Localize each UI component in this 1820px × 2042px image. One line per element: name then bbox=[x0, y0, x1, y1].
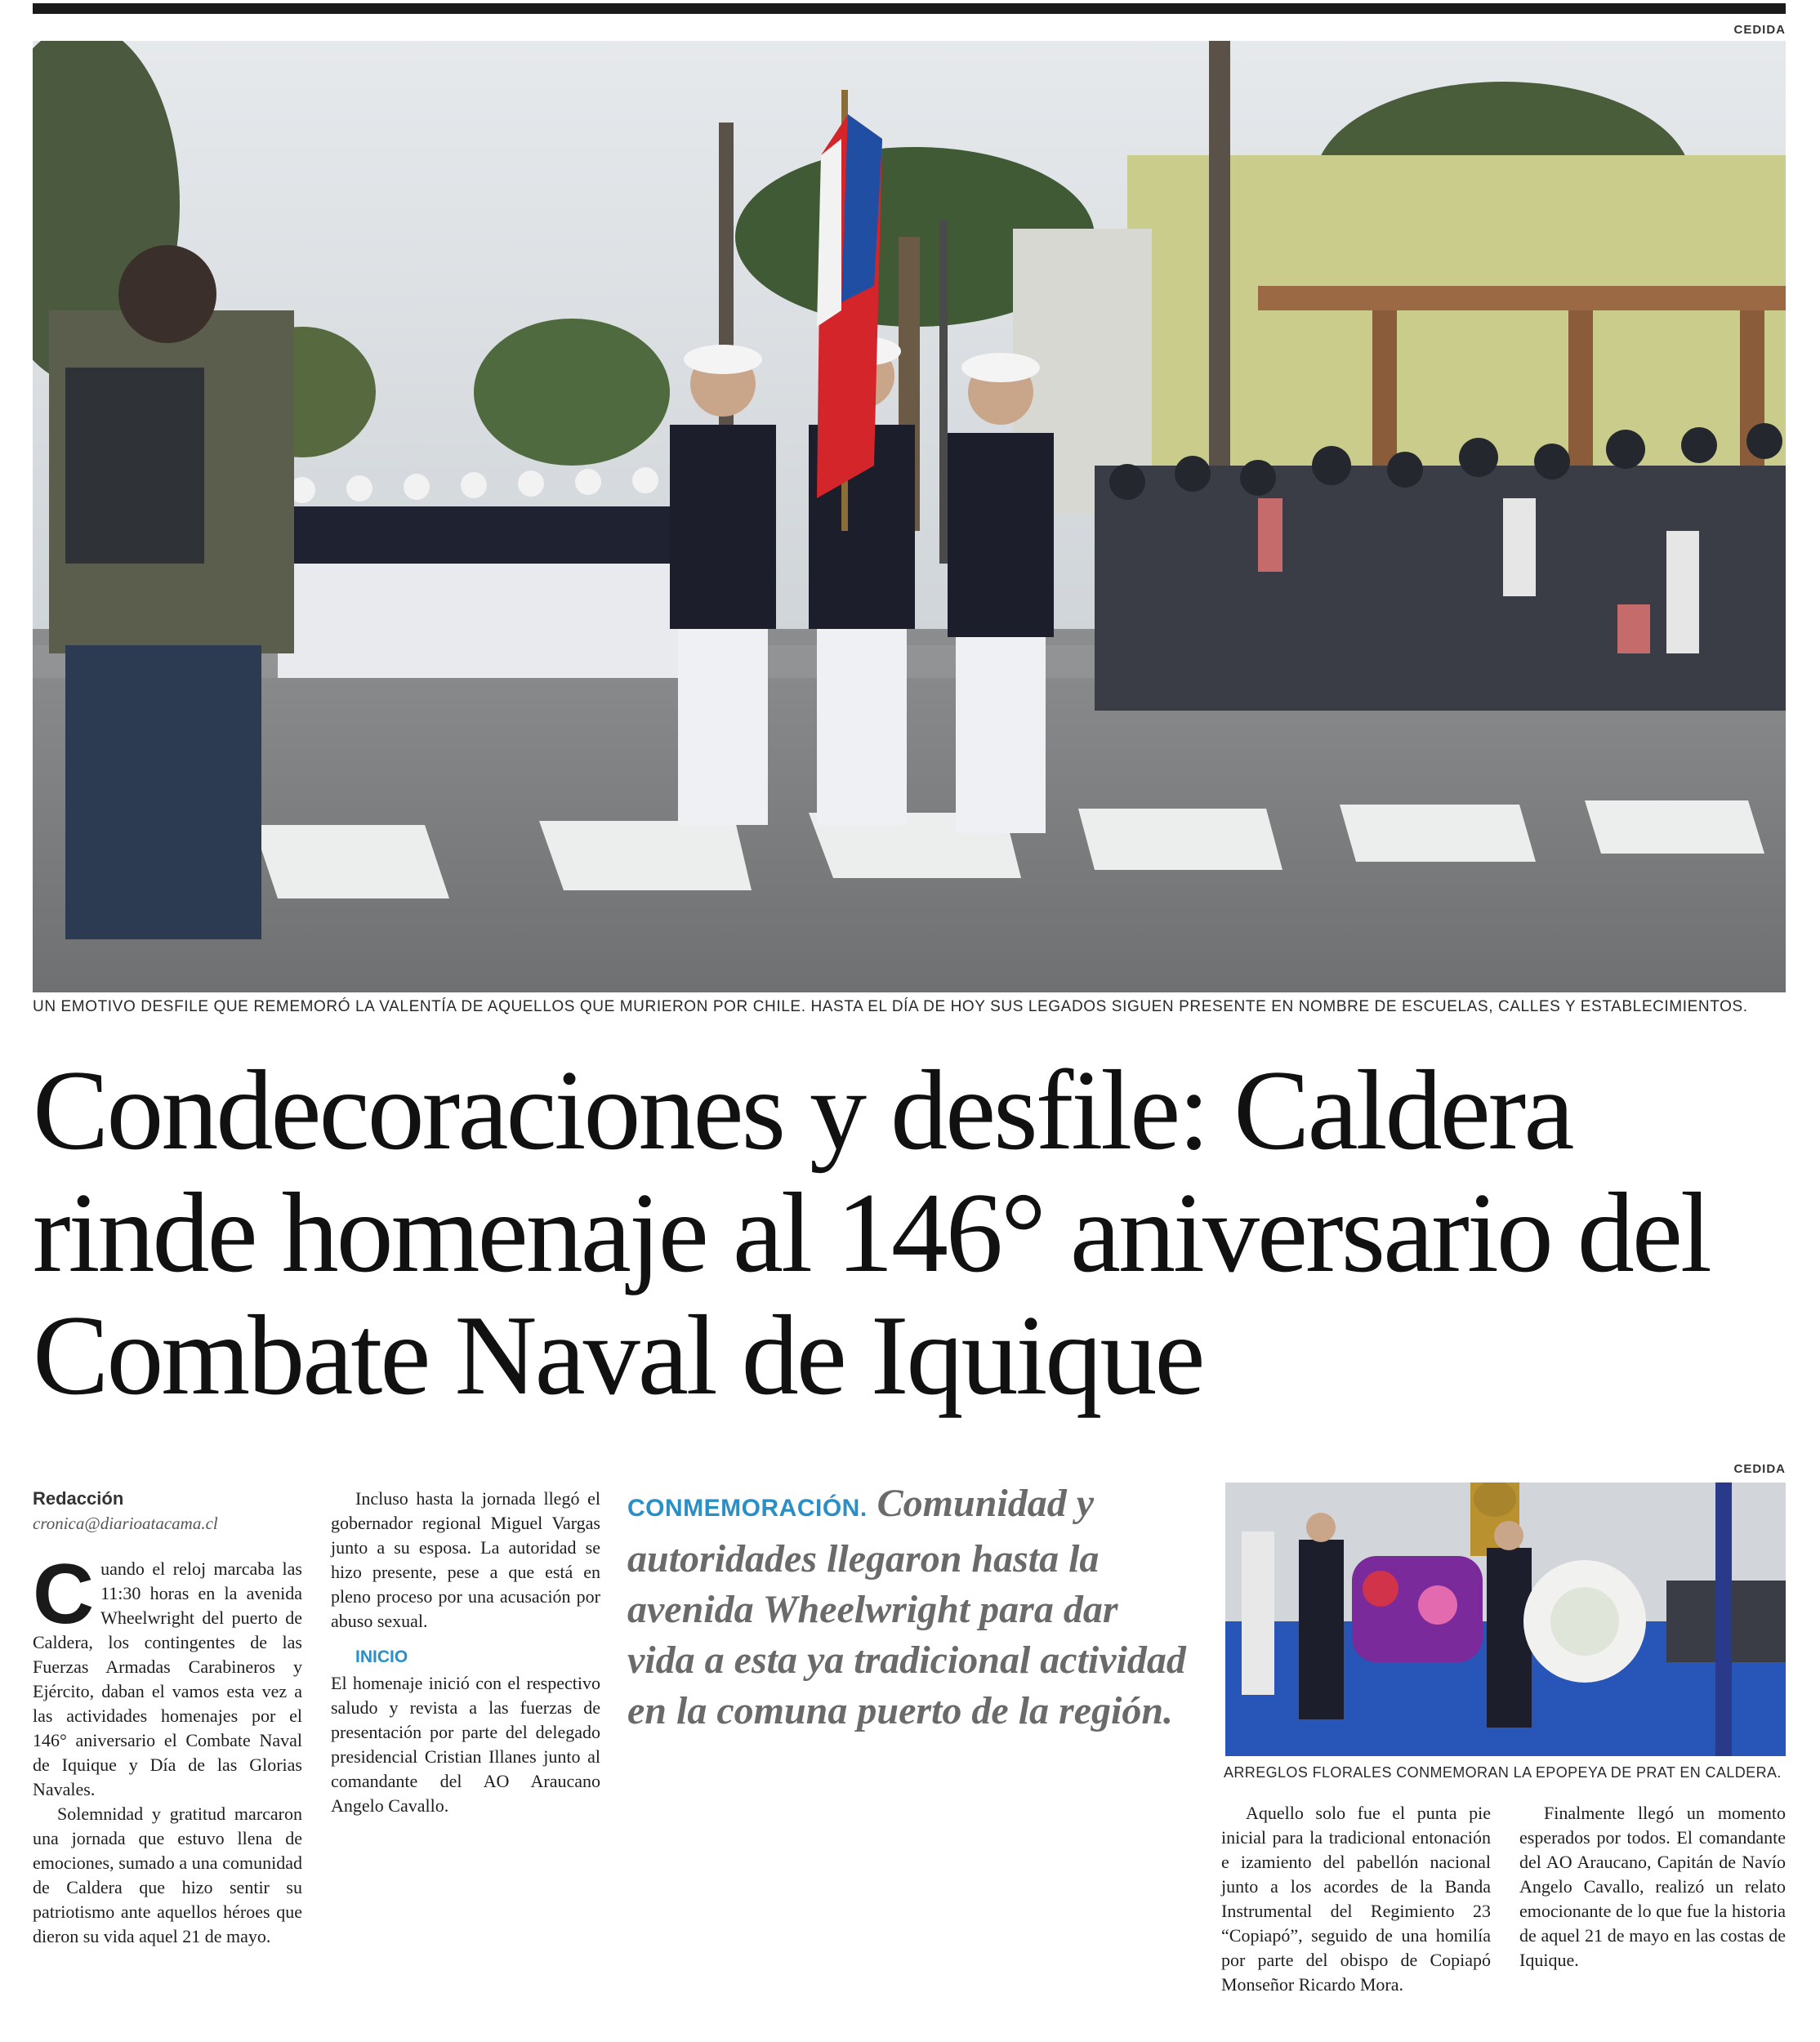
main-photo-caption: UN EMOTIVO DESFILE QUE REMEMORÓ LA VALENTÍA DE AQUELLOS QUE MURIERON POR CHILE. HASTA EL DÍA DE HOY SUS LEGADOS SIGUEN PRESENTE EN NOMBRE DE ESCUELAS, CALLES Y ESTABLECIMIENTOS. bbox=[33, 998, 1748, 1015]
body-column-2 bbox=[331, 1487, 600, 1818]
side-photo-credit: CEDIDA bbox=[1733, 1462, 1786, 1476]
body-paragraph-3: Incluso hasta la jornada llegó el gobernador regional Miguel Vargas junto a su esposa. La autoridad se hizo presente, pese a que está en pleno proceso por una acusación por abuso sexual. bbox=[331, 1488, 600, 1631]
body-column-1 bbox=[33, 1487, 302, 1949]
body-paragraph-6: Finalmente llegó un momento esperados por todos. El comandante del AO Araucano, Capitán de Navío Angelo Cavallo, realizó un relato emocionante de lo que fue la historia de aquel 21 de mayo en las costas de Iquique. bbox=[1519, 1803, 1786, 1970]
dropcap: C bbox=[33, 1547, 95, 1642]
floral-arrangement-illustration bbox=[1225, 1482, 1786, 1756]
parade-illustration bbox=[33, 41, 1786, 992]
side-photo-caption: ARREGLOS FLORALES CONMEMORAN LA EPOPEYA DE PRAT EN CALDERA. bbox=[1224, 1764, 1782, 1781]
pull-quote bbox=[627, 1478, 1191, 1737]
headline: Condecoraciones y desfile: Caldera rinde homenaje al 146° aniversario del Combate Naval de Iquique bbox=[33, 1047, 1710, 1419]
top-rule bbox=[33, 3, 1786, 14]
pull-quote-text: Comunidad y autoridades llegaron hasta la avenida Wheelwright para dar vida a esta ya tradicional actividad en la comuna puerto de la región. bbox=[627, 1482, 1186, 1732]
body-paragraph-5: Aquello solo fue el punta pie inicial para la tradicional entonación e izamiento del pabellón nacional junto a los acordes de la Banda Instrumental del Regimiento 23 “Copiapó”, seguido de una homilía por parte del obispo de Copiapó Monseñor Ricardo Mora. bbox=[1221, 1803, 1491, 1995]
main-photo-credit: CEDIDA bbox=[1733, 23, 1786, 37]
pull-quote-label: CONMEMORACIÓN. bbox=[627, 1495, 868, 1522]
byline-author: Redacción bbox=[33, 1488, 124, 1509]
byline-email[interactable]: cronica@diarioatacama.cl bbox=[33, 1514, 218, 1533]
body-paragraph-4: El homenaje inició con el respectivo saludo y revista a las fuerzas de presentación por parte del delegado presidencial Cristian Illanes junto al comandante del AO Araucano Angelo Cavallo. bbox=[331, 1673, 600, 1816]
side-photo bbox=[1225, 1482, 1786, 1756]
body-column-3 bbox=[1221, 1801, 1491, 1997]
main-photo bbox=[33, 41, 1786, 992]
subhead-inicio: INICIO bbox=[355, 1647, 408, 1666]
paragraph-text: uando el reloj marcaba las 11:30 horas en la avenida Wheelwright del puerto de Caldera, los contingentes de las Fuerzas Armadas Carabineros y Ejército, daban el vamos esta vez a las actividades homenajes por el 146° aniversario el Combate Naval de Iquique y Día de las Glorias Navales. bbox=[33, 1558, 302, 1799]
body-paragraph-2: Solemnidad y gratitud marcaron una jornada que estuvo llena de emociones, sumado a una comunidad de Caldera que hizo sentir su patriotismo ante aquellos héroes que dieron su vida aquel 21 de mayo. bbox=[33, 1803, 302, 1946]
body-paragraph-1 bbox=[33, 1547, 302, 1802]
body-column-4 bbox=[1519, 1801, 1786, 1973]
